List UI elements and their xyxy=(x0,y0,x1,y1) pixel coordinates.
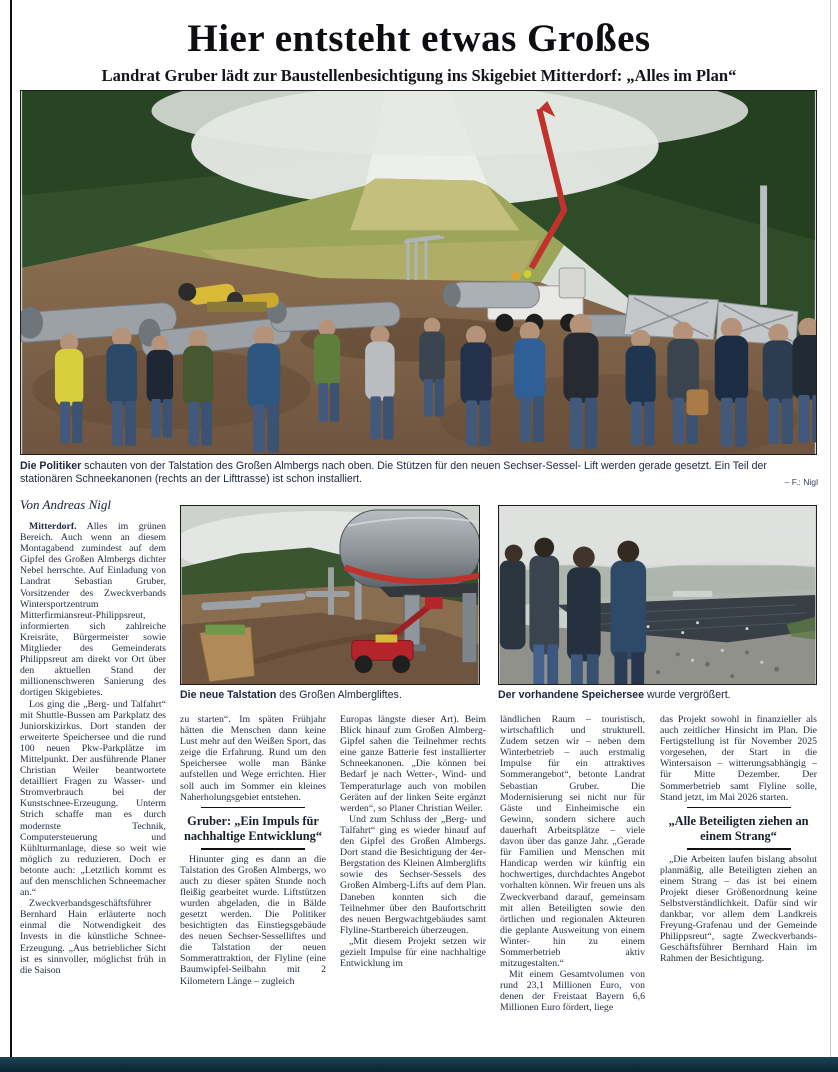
article-column-4 xyxy=(500,714,645,1055)
speichersee-photo xyxy=(498,505,817,685)
article-column-1 xyxy=(20,521,166,1055)
paragraph: das Projekt sowohl in finanzieller als auch zeitlicher Hinsicht im Plan. Die Fertigstellung ist für November 2025 vorgesehen, der Start in die Wintersaison – witterungsabhängig – für Mitte Dezember. Der Sommerbetrieb samt Flyline solle, Stand jetzt, im Mai 2026 starten. xyxy=(660,714,817,803)
talstation-caption xyxy=(180,689,478,702)
main-photo xyxy=(20,90,817,455)
left-page-rule xyxy=(10,0,12,1058)
column-subhead: „Alle Beteiligten ziehen an einem Strang“ xyxy=(668,814,809,843)
paragraph: Europas längste dieser Art). Beim Blick hinauf zum Großen Almberg-Gipfel sahen die Teilnehmer rechts eine ganze Batterie fest installierter Schneekanonen. „Die können bei Bedarf je nach Wetter-, Wind- und Temperaturlage auch von mobilen Geräten auf der linken Seite ergänzt werden“, so Planer Christian Weiler. xyxy=(340,714,486,814)
article-column-3 xyxy=(340,714,486,1055)
byline: Von Andreas Nigl xyxy=(20,497,112,512)
article-column-5 xyxy=(660,714,817,1055)
caption-lead: Der vorhandene Speichersee xyxy=(498,689,645,701)
reservoir-photo-illustration xyxy=(499,506,816,684)
photo-credit: – F.: Nigl xyxy=(784,476,818,487)
speichersee-caption xyxy=(498,689,815,702)
article-column-2 xyxy=(180,714,326,1055)
paragraph: Und zum Schluss der „Berg- und Talfahrt“ ging es wieder hinauf auf den Gipfel des Großen Almbergs. Dort stand die Besichtigung der 4er-Bergstation des Kleinen Almberglifts sowie des Sechser-Sessels des Großen Almberg-Lifts auf dem Plan. Daneben konnten sich die Teilnehmer über den Baufortschritt des neuen Bergwachtgebäudes samt Flyline-Startbereich überzeugen. xyxy=(340,813,486,936)
main-photo-caption xyxy=(20,460,818,490)
paragraph: zu starten“. Im späten Frühjahr hätten die Menschen dann keine Lust mehr auf den Weißen Sport, das zeige die Erfahrung. Rund um den Speichersee wolle man Bänke aufstellen und Wege errichten. Hier soll auch im Sommer ein kleines Naherholungsgebiet entstehen. xyxy=(180,714,326,803)
construction-site-photo-illustration xyxy=(21,91,816,454)
paragraph: „Die Arbeiten laufen bislang absolut planmäßig, alle Beteiligten ziehen an einem Strang – das ist bei einem Projekt dieser Größenordnung keine Selbstverständlichkeit. Dafür sind wir dankbar, vor allem dem Landkreis Freyung-Grafenau und der Gemeinde Philippsreut“, sagte Zweckverbands-Geschäftsführer Bernhard Hain im Rahmen der Besichtigung. xyxy=(660,853,817,965)
paragraph: ländlichen Raum – touristisch, wirtschaftlich und strukturell. Zudem setzen wir – neben dem Winterbetrieb – auch erstmalig Impulse für ein attraktives Sommerangebot“, betonte Landrat Sebastian Gruber. Die Modernisierung sei nicht nur für Gäste und Einheimische ein Gewinn, sondern sichere auch dauerhaft Arbeitsplätze – viele davon über das ganze Jahr. „Gerade für Familien und Menschen mit Handicap werden wir künftig ein hochwertiges, durchdachtes Angebot vorhalten können. Wir freuen uns als Zweckverband darauf, gemeinsam mit allen Beteiligten sowie den örtlichen und regionalen Akteuren die geplante Ausweitung von einem Winter- hin zu einem Sommerbetrieb aktiv mitzugestalten.“ xyxy=(500,714,645,970)
article-headline: Hier entsteht etwas Großes xyxy=(187,17,651,60)
paragraph: Los ging die „Berg- und Talfahrt“ mit Shuttle-Bussen am Parkplatz des Juniorskizirkus. Dort standen der erweiterte Speichersee und die rund 100 neuen Pkw-Parkplätze im Mittelpunkt. Der ausführende Planer Christian Weiler beantwortete detailliert Fragen zu Wasser- und Stromverbrauch bei der Kunstschnee-Erzeugung. Unterm Strich schaffe man es durch modernste Technik, Computersteuerung und Kühlturmanlage, diese so weit wie möglich zu reduzieren. Doch er betonte auch: „Letztlich kommt es auf den menschlichen Schneemacher an.“ xyxy=(20,698,166,899)
paragraph: Mitterdorf. Alles im grünen Bereich. Auch wenn an diesem Montagabend zumindest auf dem Gipfel des Großen Almbergs dichter Nebel herrschte. Auf Einladung von Landrat Sebastian Gruber, Vorsitzender des Zweckverbands Wintersportzentrum Mitterfirmiansreut-Philippsreut, informierten sich zahlreiche Kreisräte, Bürgermeister sowie Mitglieder des Gemeinderats Philippsreut am direkt vor Ort über den aktuellen Stand der millionenschweren Sanierung des dortigen Skigebietes. xyxy=(20,521,166,699)
caption-text: wurde vergrößert. xyxy=(644,689,731,701)
subhead-rule xyxy=(201,807,305,808)
paragraph: „Mit diesem Projekt setzen wir gezielt Impulse für eine nachhaltige Entwicklung im xyxy=(340,935,486,970)
column-subhead: Gruber: „Ein Impuls für nachhaltige Entwicklung“ xyxy=(183,814,323,843)
caption-text: schauten von der Talstation des Großen Almbergs nach oben. Die Stützen für den neuen Sechser-Sessel- Lift werden gerade gesetzt. Ein Teil der stationären Schneekanonen (rechts an der Lifttrasse) ist schon installiert. xyxy=(20,460,767,486)
paragraph: Mit einem Gesamtvolumen von rund 23,1 Millionen Euro, von denen der Freistaat Bayern 6,6 Millionen Euro fördert, liege xyxy=(500,969,645,1014)
caption-lead: Die Politiker xyxy=(20,460,82,472)
paragraph: Zweckverbandsgeschäftsführer Bernhard Hain erläuterte noch einmal die Notwendigkeit des Invests in die künstliche Schnee-Erzeugung. „Aus betrieblicher Sicht ist es sinnvoller, möglichst früh in die Saison xyxy=(20,898,166,976)
paragraph: Hinunter ging es dann an die Talstation des Großen Almbergs, wo auch zu dieser späten Stunde noch fleißig gearbeitet wurde. Liftstützen wurden abgeladen, die in Bälde gesetzt werden. Die Politiker besichtigten das Einstiegsgebäude des neuen Sechser-Sesselliftes und die Talstation der neuen Sommerattraktion, der Flyline (eine Baumwipfel-Seilbahn mit 2 Kilometern Länge – zugleich xyxy=(180,853,326,987)
caption-text: des Großen Almbergliftes. xyxy=(276,689,402,701)
subhead-rule xyxy=(201,848,305,849)
dateline: Mitterdorf. xyxy=(29,521,77,532)
subhead-rule xyxy=(687,807,791,808)
subhead-rule xyxy=(687,848,791,849)
lift-station-photo-illustration xyxy=(181,506,479,684)
page-bottom-bar xyxy=(0,1057,838,1072)
talstation-photo xyxy=(180,505,480,685)
right-page-rule xyxy=(830,0,831,1058)
article-subheadline: Landrat Gruber lädt zur Baustellenbesichtigung ins Skigebiet Mitterdorf: „Alles im Plan“ xyxy=(101,66,737,85)
caption-lead: Die neue Talstation xyxy=(180,689,277,701)
